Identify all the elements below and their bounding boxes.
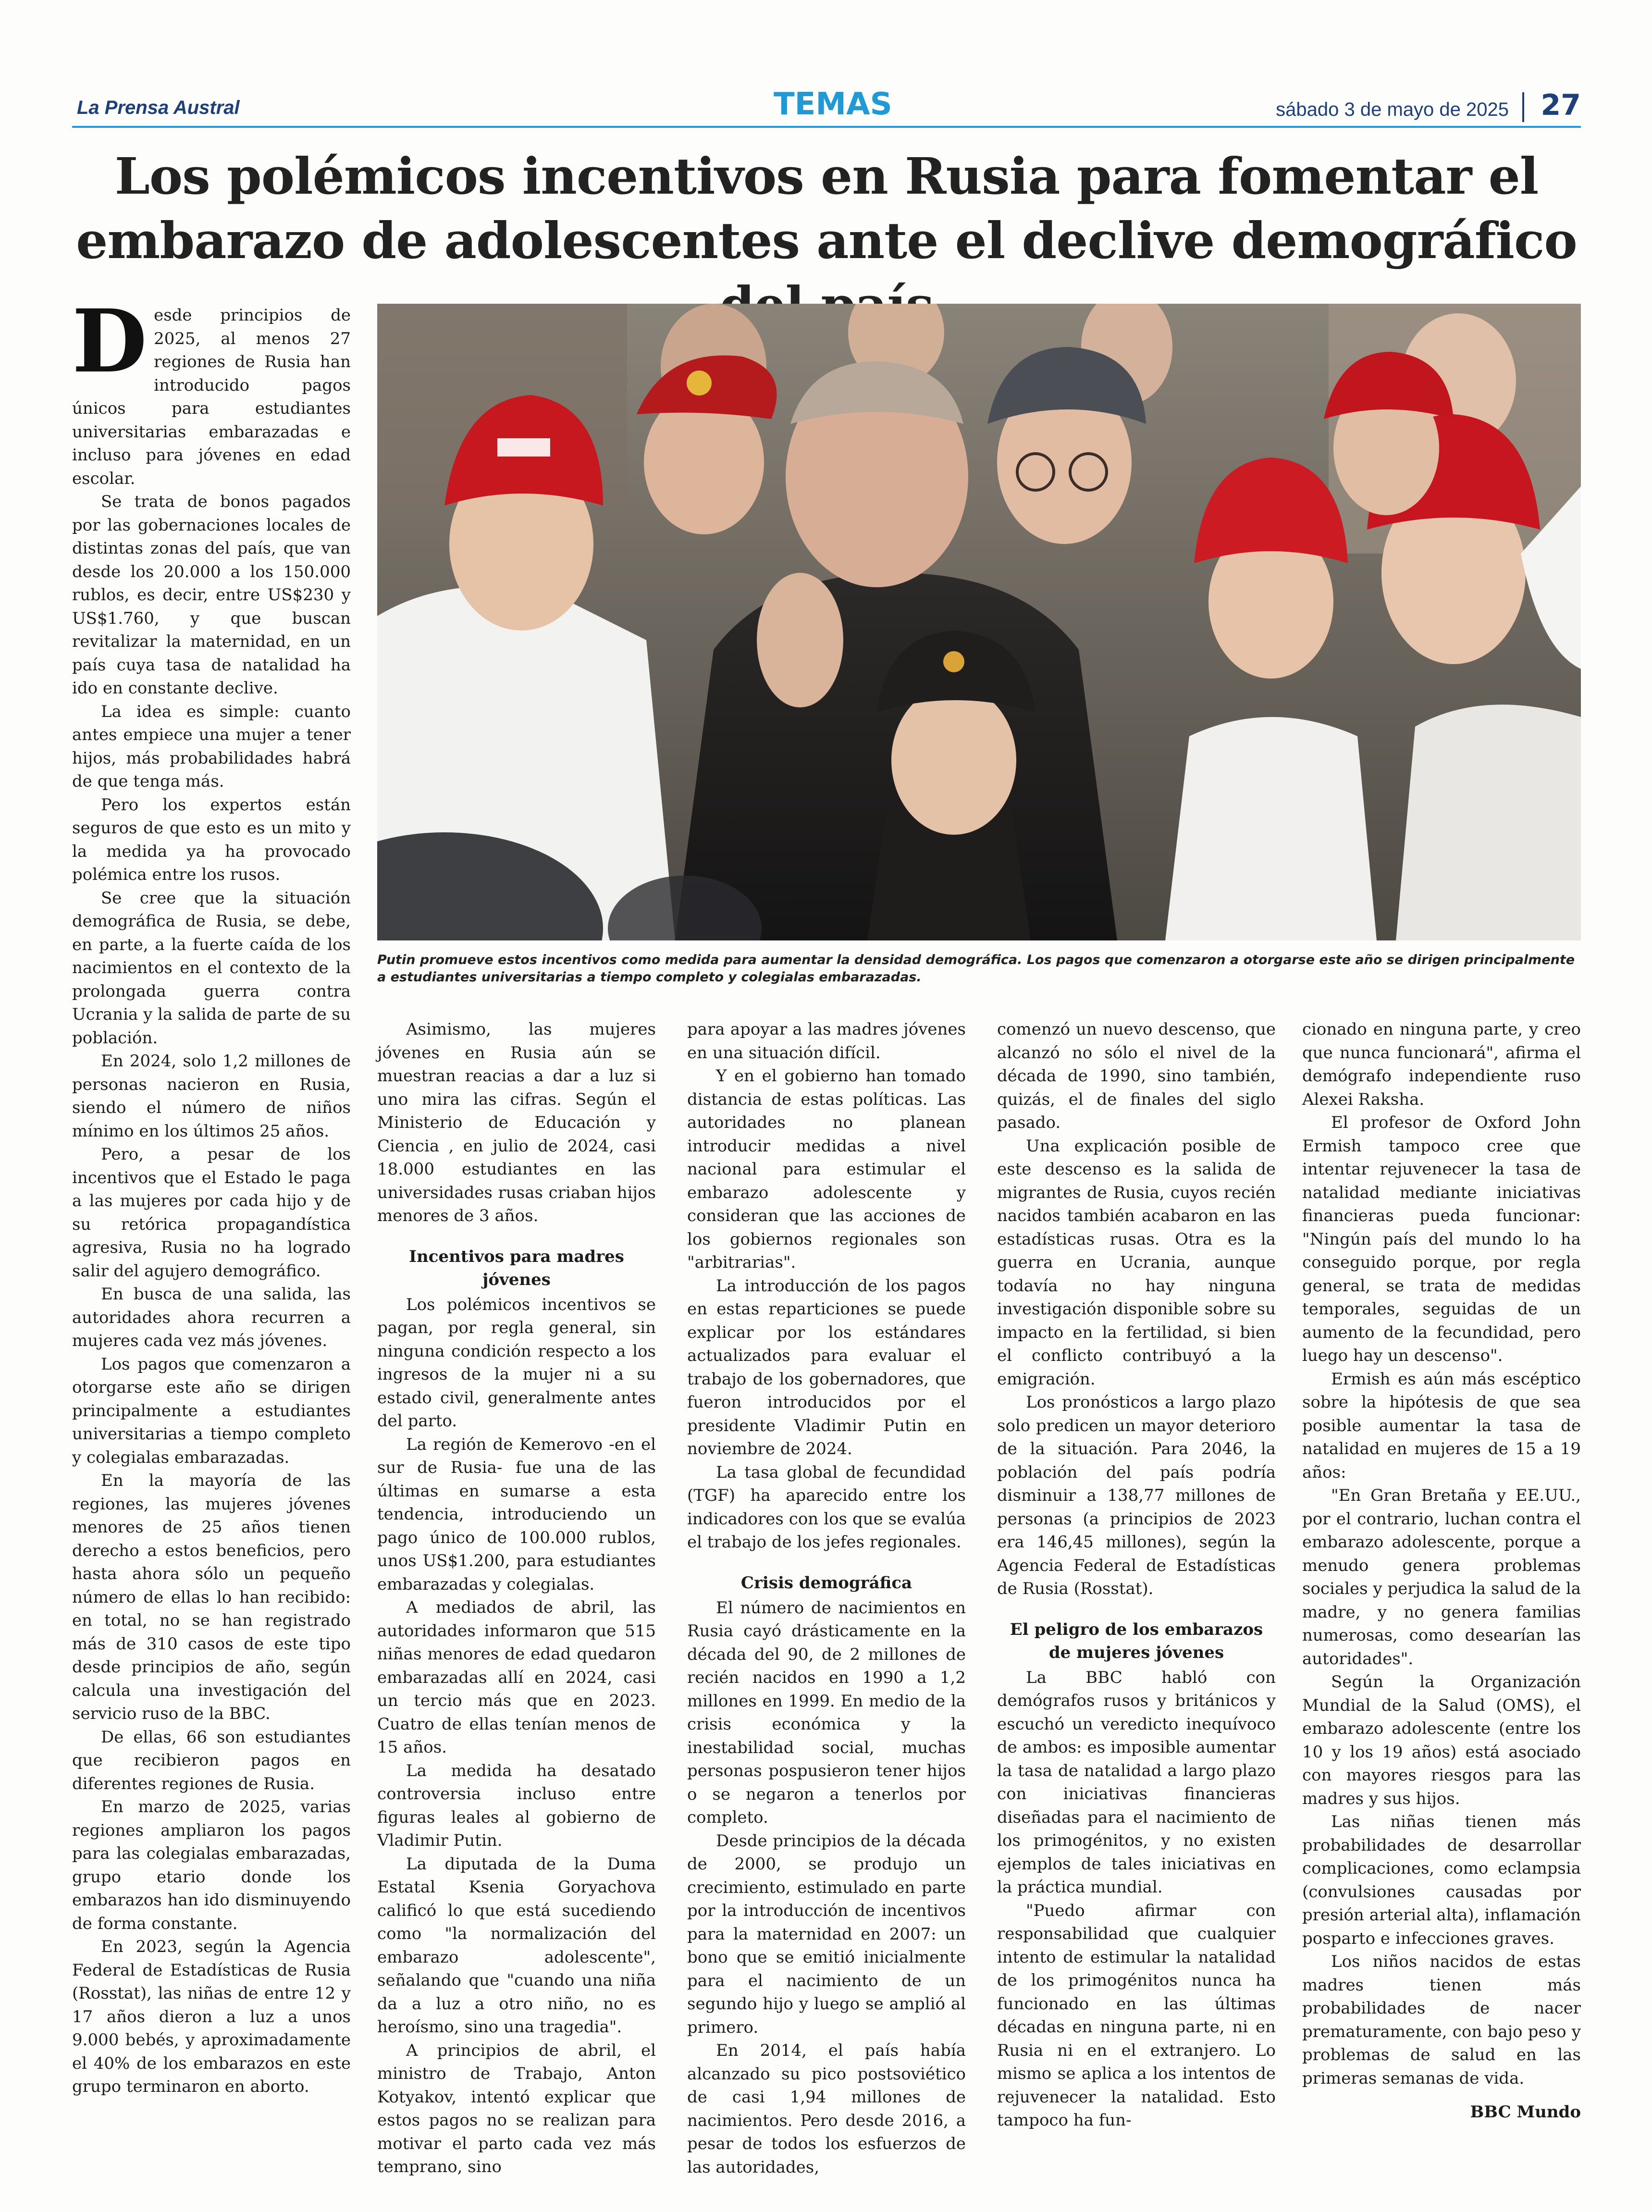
subhead-incentivos: Incentivos para madres jóvenes — [409, 1247, 624, 1289]
article-headline: Los polémicos incentivos en Rusia para fomentar el embarazo de adolescentes ante el declive demográfico — [76, 147, 1577, 270]
paragraph: comenzó un nuevo descenso, que alcanzó no sólo el nivel de la década de 1990, sino también, quizás, el de finales del siglo pasado. — [997, 1020, 1276, 1132]
paragraph: La introducción de los pagos en estas reparticiones se puede explicar por los estándares actualizados para evaluar el trabajo de los gobernadores, que fueron introducidos por el presidente Vladimir Putin en noviembre de 2024. — [687, 1276, 966, 1458]
newspaper-name: La Prensa Austral — [77, 97, 240, 118]
paragraph: Los niños nacidos de estas madres tienen más probabilidades de nacer prematuramente, con bajo peso y problemas de salud en las primeras semanas de vida. — [1302, 1952, 1581, 2088]
drop-cap: D — [72, 291, 148, 392]
paragraph: De ellas, 66 son estudiantes que recibieron pagos en diferentes regiones de Rusia. — [72, 1727, 351, 1793]
paragraph: En 2014, el país había alcanzado su pico postsoviético de casi 1,94 millones de nacimientos. Pero desde 2016, a pesar de todos los esfuerzos de las autoridades, — [687, 2041, 966, 2177]
paragraph: La idea es simple: cuanto antes empiece una mujer a tener hijos, más probabilidades habrá de que tenga más. — [72, 702, 351, 791]
paragraph: El profesor de Oxford John Ermish tampoco cree que intentar rejuvenecer la tasa de natalidad mediante iniciativas financieras pueda funcionar: "Ningún país del mundo lo ha conseguido porque, por regla general, se trata de medidas temporales, seguidas de un aumento de la fecundidad, pero luego hay un descenso". — [1302, 1113, 1581, 1365]
text-column-3 — [687, 1018, 966, 2179]
page-number: 27 — [1541, 88, 1581, 122]
text-column-4 — [997, 1018, 1276, 2132]
header-rule — [72, 126, 1581, 128]
paragraph: La medida ha desatado controversia incluso entre figuras leales al gobierno de Vladimir Putin. — [377, 1761, 656, 1850]
article-photo — [377, 304, 1581, 940]
subhead-peligro: El peligro de los embarazos de mujeres jóvenes — [1010, 1619, 1263, 1662]
paragraph: cionado en ninguna parte, y creo que nunca funcionará", afirma el demógrafo independiente ruso Alexei Raksha. — [1302, 1020, 1581, 1109]
article-credit: BBC Mundo — [1470, 2102, 1581, 2122]
text-column-2 — [377, 1018, 656, 2179]
section-label: TEMAS — [774, 87, 892, 122]
paragraph: La diputada de la Duma Estatal Ksenia Goryachova calificó lo que está sucediendo como "la normalización del embarazo adolescente", señalando que "cuando una niña da a luz a otro niño, no es heroísmo, sino una tragedia". — [377, 1854, 656, 2037]
paragraph: En la mayoría de las regiones, las mujeres jóvenes menores de 25 años tienen derecho a estos beneficios, pero hasta ahora sólo un pequeño número de ellas lo han recibido: en total, no se han registrado más de 310 casos de este tipo desde principios de año, según calcula una investigación del servicio ruso de la BBC. — [72, 1471, 351, 1723]
paragraph: Pero, a pesar de los incentivos que el Estado le paga a las mujeres por cada hijo y de su retórica propagandística agresiva, Rusia no ha logrado salir del agujero demográfico. — [72, 1145, 351, 1281]
issue-date: sábado 3 de mayo de 2025 — [1276, 99, 1509, 120]
photo-caption: Putin promueve estos incentivos como medida para aumentar la densidad demográfica. Los pagos que comenzaron a otorgarse este año se dirigen principalmente a estudiantes universitarias a tiempo completo y colegialas embarazadas. — [377, 952, 1575, 985]
paragraph: Asimismo, las mujeres jóvenes en Rusia aún se muestran reacias a dar a luz si uno mira las cifras. Según el Ministerio de Educación y Ciencia , en julio de 2024, casi 18.000 estudiantes en las universidades rusas criaban hijos menores de 3 años. — [377, 1020, 656, 1225]
paragraph: Las niñas tienen más probabilidades de desarrollar complicaciones, como eclampsia (convulsiones causadas por presión arterial alta), inflamación posparto e infecciones graves. — [1302, 1812, 1581, 1948]
header-divider — [1522, 92, 1524, 122]
paragraph: A mediados de abril, las autoridades informaron que 515 niñas menores de edad quedaron embarazadas allí en 2024, casi un tercio más que en 2023. Cuatro de ellas tenían menos de 15 años. — [377, 1598, 656, 1757]
paragraph: "Puedo afirmar con responsabilidad que cualquier intento de estimular la natalidad de los primogénitos nunca ha funcionado en las últimas décadas en ninguna parte, ni en Rusia ni en el extranjero. Lo mismo se aplica a los intentos de rejuvenecer la natalidad. Esto tampoco ha fun- — [997, 1901, 1276, 2130]
paragraph: La tasa global de fecundidad (TGF) ha aparecido entre los indicadores con los que se evalúa el trabajo de los jefes regionales. — [687, 1462, 966, 1552]
paragraph: Ermish es aún más escéptico sobre la hipótesis de que sea posible aumentar la tasa de natalidad en mujeres de 15 a 19 años: — [1302, 1369, 1581, 1482]
paragraph: para apoyar a las madres jóvenes en una situación difícil. — [687, 1020, 966, 1063]
paragraph: Una explicación posible de este descenso es la salida de migrantes de Rusia, cuyos recién nacidos también acabaron en las estadísticas rusas. Otra es la guerra en Ucrania, aunque todavía no hay ninguna investigación disponible sobre su impacto en la fertilidad, si bien el conflicto contribuyó a la emigración. — [997, 1136, 1276, 1389]
paragraph: Los pronósticos a largo plazo solo predicen un mayor deterioro de la situación. Para 2046, la población del país podría disminuir a 138,77 millones de personas (a principios de 2023 era 146,45 millones), según la Agencia Federal de Estadísticas de Rusia (Rosstat). — [997, 1393, 1276, 1598]
paragraph: Los pagos que comenzaron a otorgarse este año se dirigen principalmente a estudiantes universitarias a tiempo completo y colegialas embarazadas. — [72, 1354, 351, 1467]
text-column-1 — [72, 291, 351, 2099]
paragraph: Se cree que la situación demográfica de Rusia, se debe, en parte, a la fuerte caída de los nacimientos en el contexto de la prolongada guerra contra Ucrania y la salida de parte de su población. — [72, 888, 351, 1048]
paragraph: Los polémicos incentivos se pagan, por regla general, sin ninguna condición respecto a los ingresos de la mujer ni a su estado civil, generalmente antes del parto. — [377, 1295, 656, 1431]
paragraph — [72, 291, 351, 490]
paragraph: "En Gran Bretaña y EE.UU., por el contrario, luchan contra el embarazo adolescente, porque a menudo genera problemas sociales y perjudica la salud de la madre, y no genera familias numerosas, como desearían las autoridades". — [1302, 1486, 1581, 1668]
paragraph: La región de Kemerovo -en el sur de Rusia- fue una de las últimas en sumarse a esta tendencia, introduciendo un pago único de 100.000 rublos, unos US$1.200, para estudiantes embarazadas y colegialas. — [377, 1434, 656, 1594]
paragraph: Se trata de bonos pagados por las gobernaciones locales de distintas zonas del país, que van desde los 20.000 a los 150.000 rublos, es decir, entre US$230 y US$1.760, y que buscan revitalizar la maternidad, en un país cuya tasa de natalidad ha ido en constante declive. — [72, 492, 351, 698]
paragraph: En marzo de 2025, varias regiones ampliaron los pagos para las colegialas embarazadas, grupo etario donde los embarazos han ido disminuyendo de forma constante. — [72, 1797, 351, 1933]
paragraph: Pero los expertos están seguros de que esto es un mito y la medida ya ha provocado polémica entre los rusos. — [72, 795, 351, 884]
text-column-5 — [1302, 1018, 1581, 2124]
subhead-crisis: Crisis demográfica — [740, 1573, 912, 1593]
paragraph: En 2024, solo 1,2 millones de personas nacieron en Rusia, siendo el número de niños mínimo en los últimos 25 años. — [72, 1051, 351, 1141]
paragraph: Y en el gobierno han tomado distancia de estas políticas. Las autoridades no planean introducir medidas a nivel nacional para estimular el embarazo adolescente y consideran que las acciones de los gobiernos regionales son "arbitrarias". — [687, 1066, 966, 1272]
paragraph: En 2023, según la Agencia Federal de Estadísticas de Rusia (Rosstat), las niñas de entre 12 y 17 años dieron a luz a unos 9.000 bebés, y aproximadamente el 40% de los embarazos en este grupo terminaron en aborto. — [72, 1937, 351, 2096]
paragraph: A principios de abril, el ministro de Trabajo, Anton Kotyakov, intentó explicar que estos pagos no se realizan para motivar el parto cada vez más temprano, sino — [377, 2040, 656, 2176]
paragraph: Según la Organización Mundial de la Salud (OMS), el embarazo adolescente (entre los 10 y los 19 años) está asociado con mayores riesgos para las madres y sus hijos. — [1302, 1672, 1581, 1808]
paragraph-text: esde principios de 2025, al menos 27 regiones de Rusia han introducido pagos únicos para estudiantes universitarias embarazadas e incluso para jóvenes en edad escolar. — [72, 306, 351, 488]
paragraph: La BBC habló con demógrafos rusos y británicos y escuchó un veredicto inequívoco de ambos: es imposible aumentar la tasa de natalidad a largo plazo con iniciativas financieras diseñadas para el nacimiento de los primogénitos, y no existen ejemplos de tales iniciativas en la práctica mundial. — [997, 1668, 1276, 1897]
paragraph: Desde principios de la década de 2000, se produjo un crecimiento, estimulado en parte por la introducción de incentivos para la maternidad en 2007: un bono que se emitió inicialmente para el nacimiento de un segundo hijo y luego se amplió al primero. — [687, 1831, 966, 2037]
paragraph: En busca de una salida, las autoridades ahora recurren a mujeres cada vez más jóvenes. — [72, 1285, 351, 1350]
paragraph: El número de nacimientos en Rusia cayó drásticamente en la década del 90, de 2 millones de recién nacidos en 1990 a 1,2 millones en 1999. En medio de la crisis económica y la inestabilidad social, muchas personas pospusieron tener hijos o se negaron a tenerlos por completo. — [687, 1598, 966, 1827]
page-header — [72, 87, 1581, 125]
